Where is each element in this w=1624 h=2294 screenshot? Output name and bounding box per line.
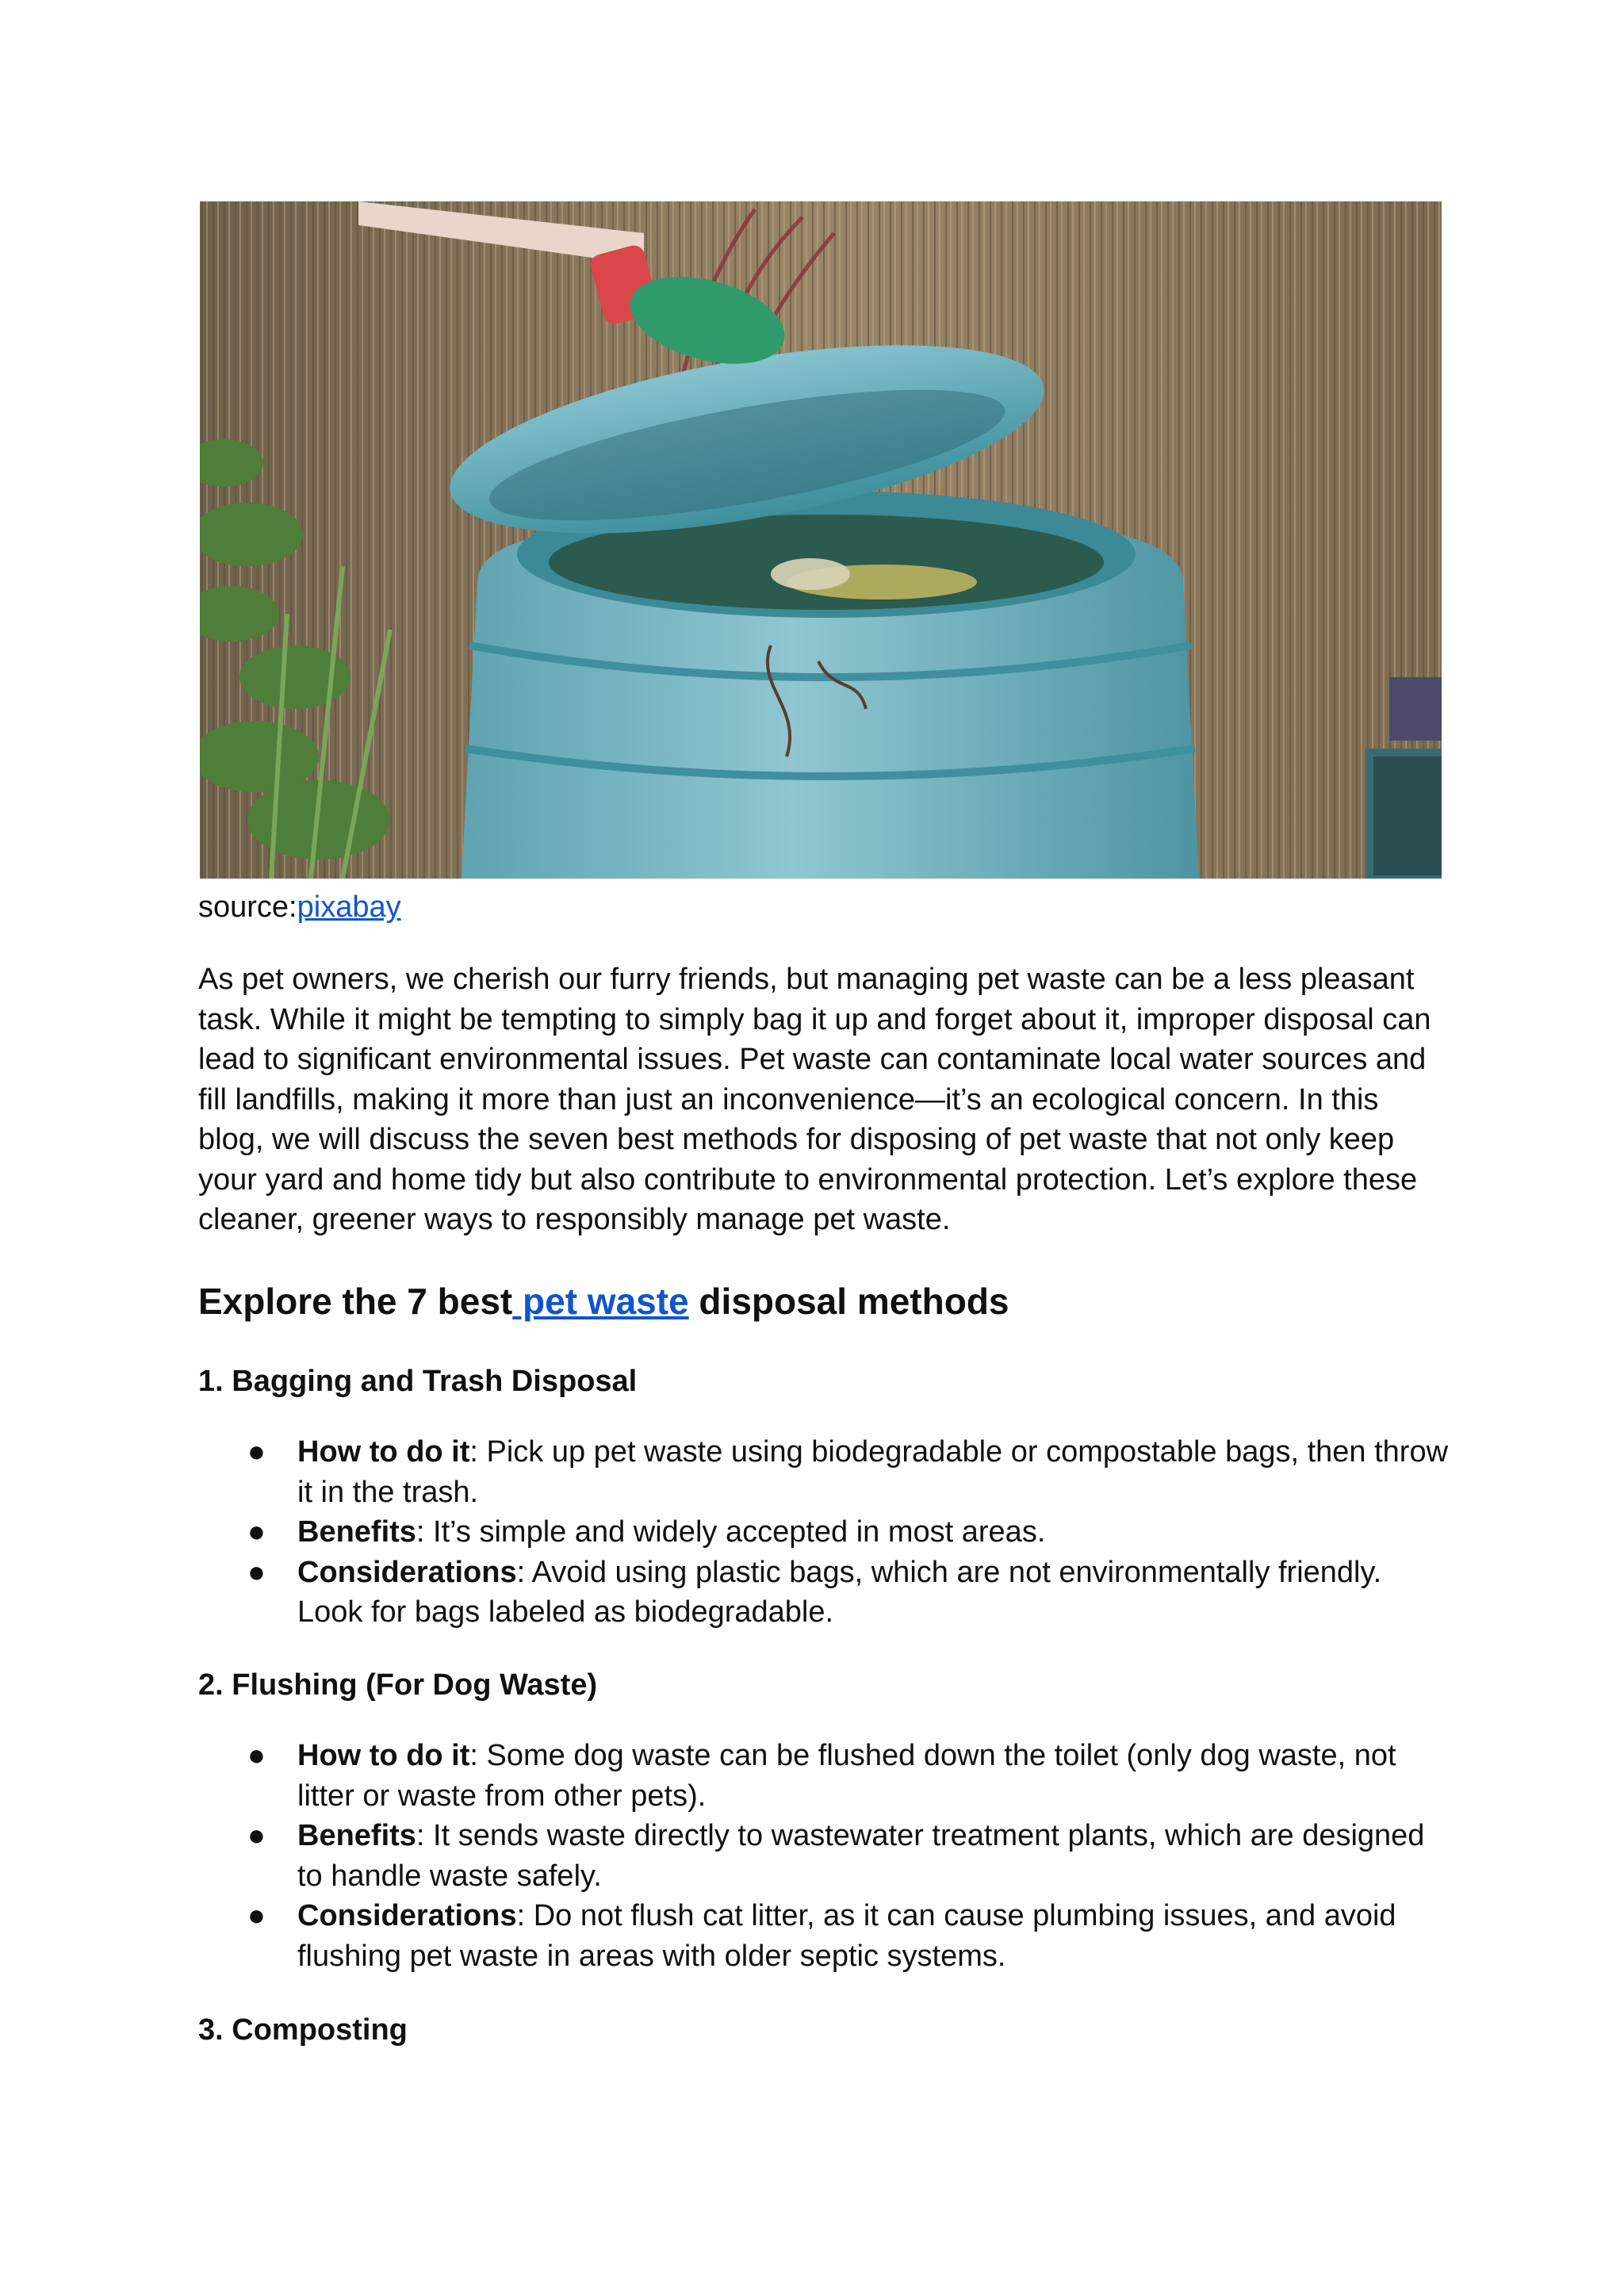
bullet-icon: ● — [247, 1435, 266, 1469]
item-text: : Do not flush cat litter, as it can cause plumbing issues, and avoid flushing pet waste in areas with older septic systems. — [297, 1899, 1396, 1973]
bullet-icon: ● — [247, 1555, 266, 1589]
compost-bin-illustration — [200, 201, 1442, 879]
caption-prefix: source: — [198, 890, 297, 924]
item-label: Benefits — [297, 1515, 416, 1549]
pet-waste-link[interactable]: pet waste — [512, 1281, 689, 1322]
item-text: : It sends waste directly to wastewater treatment plants, which are designed to handle waste safely. — [297, 1819, 1425, 1893]
item-text: : Pick up pet waste using biodegradable or compostable bags, then throw it in the trash. — [297, 1435, 1449, 1509]
item-label: How to do it — [297, 1739, 470, 1772]
bullet-icon: ● — [247, 1899, 266, 1932]
list-item — [198, 1816, 1451, 1896]
bullet-icon: ● — [247, 1739, 266, 1772]
item-text: : Avoid using plastic bags, which are not environmentally friendly. Look for bags labeled as biodegradable. — [297, 1555, 1382, 1629]
item-label: Considerations — [297, 1899, 517, 1932]
item-label: Benefits — [297, 1819, 416, 1852]
method-2-list — [198, 1736, 1451, 1976]
heading-text-after: disposal methods — [688, 1281, 1009, 1322]
bullet-icon: ● — [247, 1515, 266, 1549]
heading-text-before: Explore the 7 best — [198, 1281, 513, 1322]
intro-paragraph: As pet owners, we cherish our furry friends, but managing pet waste can be a less pleasant task. While it might be tempting to simply bag it up and forget about it, improper disposal can lead to significant environmental issues. Pet waste can contaminate local water sources and fill landfills, making it more than just an inconvenience—it’s an ecological concern. In this blog, we will discuss the seven best methods for disposing of pet waste that not only keep your yard and home tidy but also contribute to environmental protection. Let’s explore these cleaner, greener ways to responsibly manage pet waste. — [198, 963, 1431, 1236]
list-item — [198, 1736, 1451, 1816]
method-1-list — [198, 1432, 1451, 1633]
item-label: How to do it — [297, 1435, 470, 1469]
image-caption — [198, 887, 401, 928]
method-2-title: 2. Flushing (For Dog Waste) — [198, 1668, 598, 1702]
list-item — [198, 1432, 1451, 1512]
pixabay-link[interactable]: pixabay — [297, 890, 401, 924]
item-text: : Some dog waste can be flushed down the toilet (only dog waste, not litter or waste from other pets). — [297, 1739, 1396, 1813]
compost-bin-photo — [200, 201, 1442, 879]
section-heading — [198, 1277, 1009, 1326]
item-label: Considerations — [297, 1555, 517, 1589]
list-item — [198, 1512, 1451, 1553]
list-item — [198, 1896, 1451, 1976]
item-text: : It’s simple and widely accepted in most areas. — [416, 1515, 1046, 1549]
list-item — [198, 1553, 1451, 1633]
method-1-title: 1. Bagging and Trash Disposal — [198, 1365, 638, 1398]
method-3-title: 3. Composting — [198, 2013, 408, 2047]
bullet-icon: ● — [247, 1819, 266, 1852]
